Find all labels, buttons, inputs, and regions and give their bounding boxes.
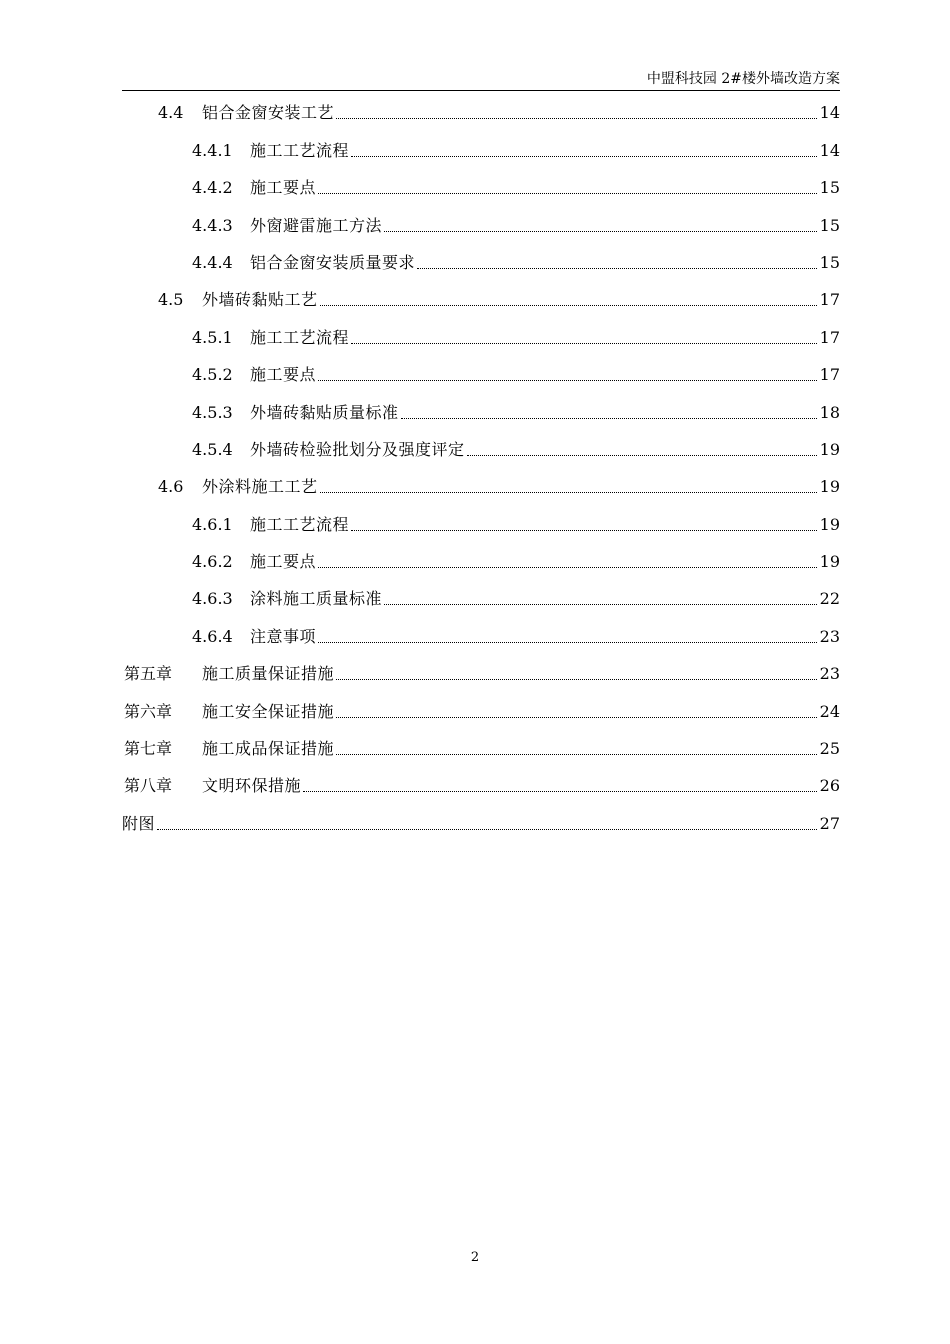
toc-entry-title: 铝合金窗安装质量要求 — [250, 252, 416, 272]
toc-entry-number: 4.5.3 — [192, 402, 233, 422]
toc-entry-number: 第五章 — [124, 664, 173, 684]
toc-entry-page: 24 — [819, 701, 840, 721]
toc-entry-number: 4.5.2 — [192, 365, 233, 385]
toc-entry[interactable] — [122, 728, 840, 765]
dot-leader — [336, 679, 817, 680]
toc-entry[interactable] — [122, 578, 840, 615]
toc-entry-page: 19 — [819, 514, 840, 534]
toc-entry-number: 4.5.1 — [192, 327, 233, 347]
dot-leader — [318, 567, 817, 568]
toc-entry[interactable] — [122, 503, 840, 540]
toc-entry-title: 外涂料施工工艺 — [202, 477, 318, 497]
toc-entry-number: 第八章 — [124, 776, 173, 796]
toc-entry-number: 4.5.4 — [192, 439, 233, 459]
toc-entry-title: 施工安全保证措施 — [202, 701, 335, 721]
dot-leader — [417, 268, 817, 269]
header-title: 中盟科技园 2#楼外墙改造方案 — [646, 71, 840, 87]
dot-leader — [336, 754, 817, 755]
dot-leader — [467, 455, 817, 456]
toc-entry[interactable] — [122, 802, 840, 839]
toc-entry-title: 施工质量保证措施 — [202, 664, 335, 684]
toc-entry-number: 4.6.3 — [192, 589, 233, 609]
toc-entry-title: 附图 — [122, 813, 156, 833]
toc-entry-page: 19 — [819, 552, 840, 572]
toc-entry-title: 施工工艺流程 — [250, 327, 350, 347]
dot-leader — [320, 492, 817, 493]
dot-leader — [303, 791, 817, 792]
toc-entry-page: 18 — [819, 402, 840, 422]
toc-entry-number: 4.4.3 — [192, 215, 233, 235]
table-of-contents — [122, 92, 840, 840]
toc-entry[interactable] — [122, 92, 840, 129]
toc-entry-number: 4.4.4 — [192, 252, 233, 272]
toc-entry[interactable] — [122, 541, 840, 578]
toc-entry-title: 施工要点 — [250, 552, 317, 572]
toc-entry-title: 涂料施工质量标准 — [250, 589, 383, 609]
toc-entry-number: 4.6 — [158, 477, 184, 497]
dot-leader — [320, 305, 817, 306]
toc-entry[interactable] — [122, 129, 840, 166]
toc-entry-title: 施工工艺流程 — [250, 140, 350, 160]
toc-entry-page: 19 — [819, 477, 840, 497]
toc-entry-title: 施工工艺流程 — [250, 514, 350, 534]
toc-entry-page: 14 — [819, 103, 840, 123]
toc-entry-page: 15 — [819, 215, 840, 235]
toc-entry[interactable] — [122, 242, 840, 279]
toc-entry[interactable] — [122, 466, 840, 503]
dot-leader — [318, 380, 817, 381]
toc-entry-number: 4.4 — [158, 103, 184, 123]
toc-entry-page: 19 — [819, 439, 840, 459]
toc-entry-title: 文明环保措施 — [202, 776, 302, 796]
toc-entry[interactable] — [122, 167, 840, 204]
toc-entry-title: 外墙砖黏贴工艺 — [202, 290, 318, 310]
toc-entry-number: 4.6.2 — [192, 552, 233, 572]
toc-entry-page: 15 — [819, 178, 840, 198]
dot-leader — [351, 156, 817, 157]
dot-leader — [336, 118, 817, 119]
toc-entry-page: 22 — [819, 589, 840, 609]
toc-entry-title: 外墙砖检验批划分及强度评定 — [250, 439, 465, 459]
toc-entry-page: 17 — [819, 327, 840, 347]
toc-entry[interactable] — [122, 615, 840, 652]
toc-entry[interactable] — [122, 765, 840, 802]
toc-entry-page: 17 — [819, 365, 840, 385]
toc-entry-page: 14 — [819, 140, 840, 160]
toc-entry-page: 27 — [819, 813, 840, 833]
toc-entry[interactable] — [122, 391, 840, 428]
toc-entry-page: 23 — [819, 626, 840, 646]
toc-entry-number: 4.6.4 — [192, 626, 233, 646]
toc-entry-title: 铝合金窗安装工艺 — [202, 103, 335, 123]
toc-entry-number: 4.5 — [158, 290, 184, 310]
dot-leader — [157, 829, 817, 830]
toc-entry[interactable] — [122, 429, 840, 466]
toc-entry[interactable] — [122, 653, 840, 690]
toc-entry-page: 17 — [819, 290, 840, 310]
toc-entry[interactable] — [122, 204, 840, 241]
toc-entry-page: 15 — [819, 252, 840, 272]
dot-leader — [351, 343, 817, 344]
dot-leader — [384, 604, 817, 605]
dot-leader — [318, 193, 817, 194]
toc-entry-title: 施工成品保证措施 — [202, 739, 335, 759]
toc-entry-number: 第七章 — [124, 739, 173, 759]
toc-entry-number: 4.6.1 — [192, 514, 233, 534]
toc-entry-page: 25 — [819, 739, 840, 759]
page-number: 2 — [470, 1250, 480, 1265]
dot-leader — [384, 231, 817, 232]
dot-leader — [401, 418, 817, 419]
dot-leader — [336, 717, 817, 718]
toc-entry[interactable] — [122, 316, 840, 353]
toc-entry-title: 施工要点 — [250, 365, 317, 385]
toc-entry-title: 施工要点 — [250, 178, 317, 198]
toc-entry[interactable] — [122, 690, 840, 727]
toc-entry-page: 26 — [819, 776, 840, 796]
toc-entry-page: 23 — [819, 664, 840, 684]
toc-entry-title: 外窗避雷施工方法 — [250, 215, 383, 235]
dot-leader — [318, 642, 817, 643]
toc-entry-number: 第六章 — [124, 701, 173, 721]
toc-entry-title: 外墙砖黏贴质量标准 — [250, 402, 399, 422]
toc-entry-number: 4.4.1 — [192, 140, 233, 160]
toc-entry[interactable] — [122, 279, 840, 316]
toc-entry[interactable] — [122, 354, 840, 391]
dot-leader — [351, 530, 817, 531]
page-header — [122, 68, 840, 91]
toc-entry-number: 4.4.2 — [192, 178, 233, 198]
toc-entry-title: 注意事项 — [250, 626, 317, 646]
